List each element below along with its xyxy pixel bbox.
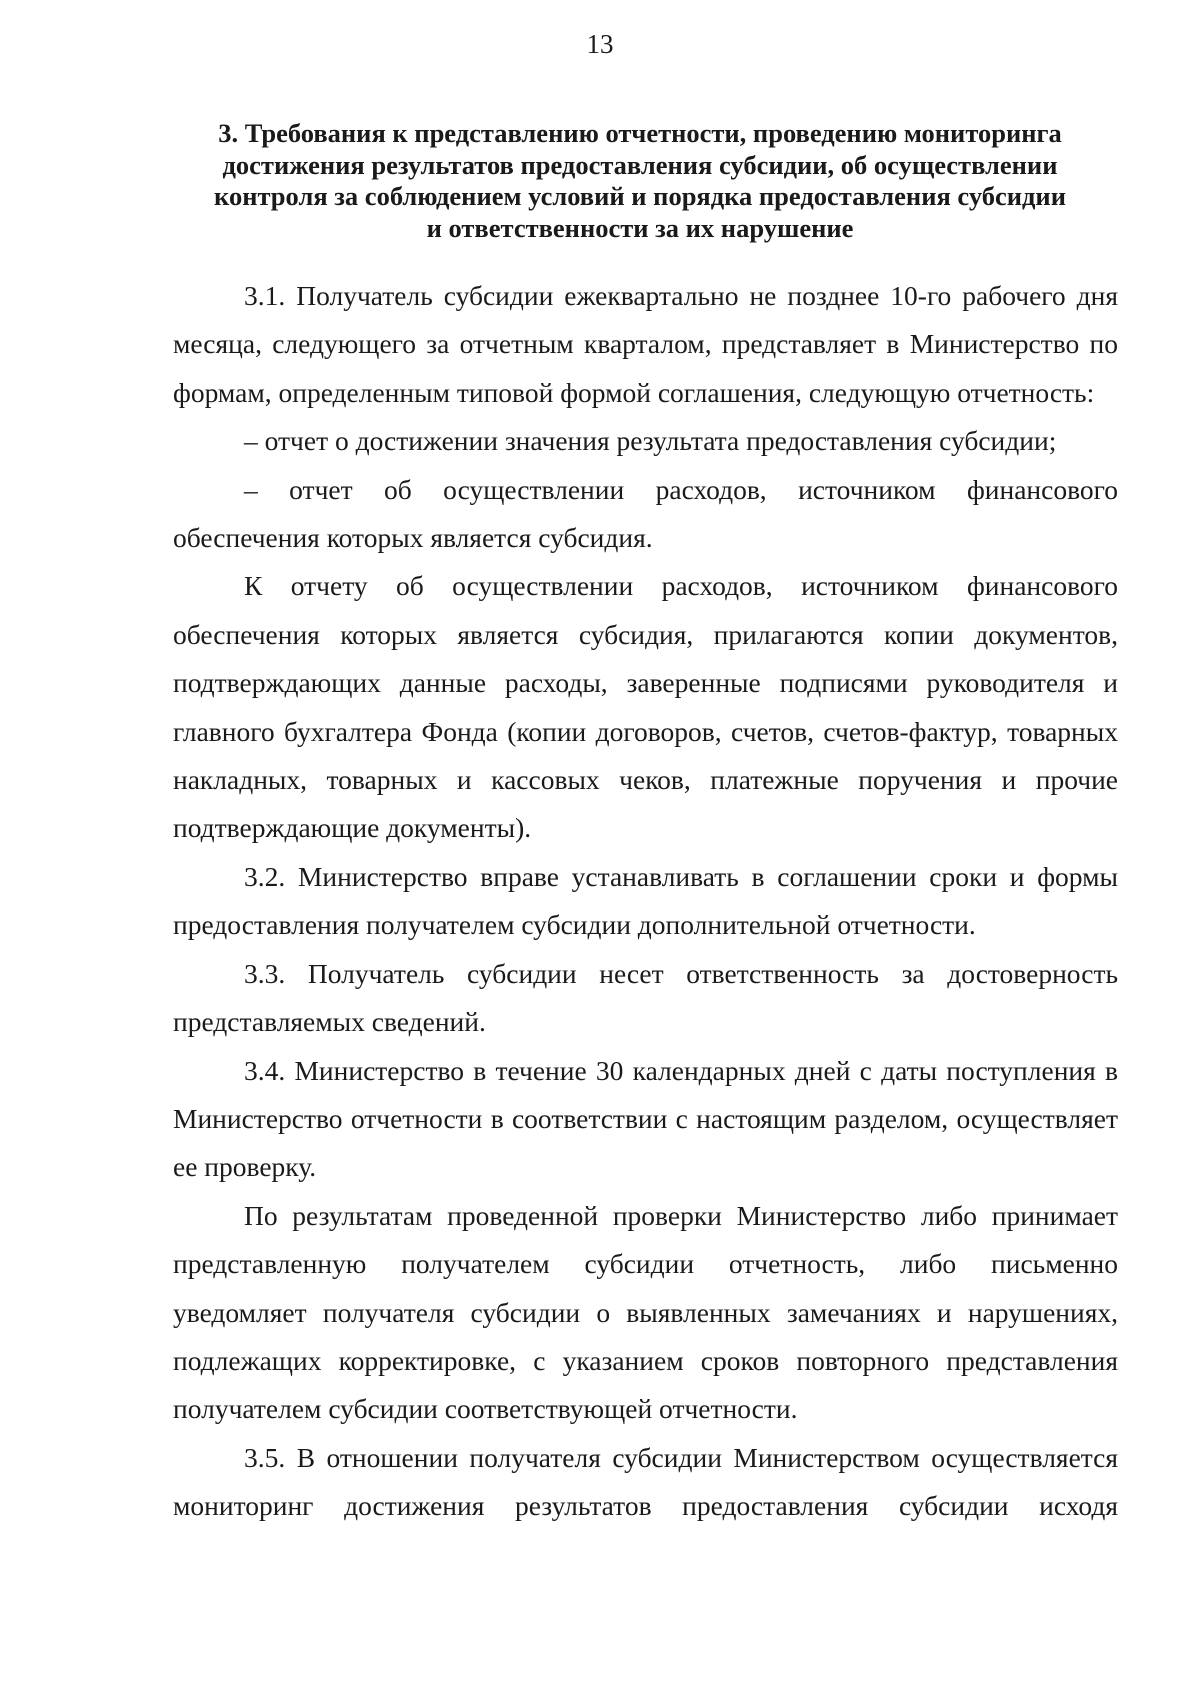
- section-heading-line: контроля за соблюдением условий и порядка предоставления субсидии: [214, 181, 1066, 211]
- section-heading-line: достижения результатов предоставления субсидии, об осуществлении: [222, 149, 1058, 180]
- paragraph-attachments: К отчету об осуществлении расходов, источником финансового обеспечения которых является субсидия, прилагаются копии документов, подтверждающих данные расходы, заверенные подписями руководителя и главного бухгалтера Фонда (копии договоров, счетов, счетов-фактур, товарных накладных, товарных и кассовых чеков, платежные поручения и прочие подтверждающие документы).: [173, 570, 1118, 844]
- paragraph-review-results: По результатам проведенной проверки Министерство либо принимает представленную получателем субсидии отчетность, либо письменно уведомляет получателя субсидии о выявленных замечаниях и нарушениях, подлежащих корректировке, с указанием сроков повторного представления получателем субсидии соответствующей отчетности.: [173, 1199, 1118, 1425]
- document-body: [173, 272, 1118, 1531]
- paragraph-3-1: 3.1. Получатель субсидии ежеквартально не позднее 10-го рабочего дня месяца, следующего за отчетным кварталом, представляет в Министерство по формам, определенным типовой формой соглашения, следующую отчетность:: [173, 280, 1118, 408]
- paragraph-3-3: 3.3. Получатель субсидии несет ответственность за достоверность представляемых сведений.: [173, 957, 1118, 1038]
- paragraph-3-5: 3.5. В отношении получателя субсидии Министерством осуществляется мониторинг достижения результатов предоставления субсидии исходя: [173, 1441, 1118, 1522]
- paragraph-3-4: 3.4. Министерство в течение 30 календарных дней с даты поступления в Министерство отчетности в соответствии с настоящим разделом, осуществляет ее проверку.: [173, 1054, 1118, 1183]
- section-heading-line: 3. Требования к представлению отчетности, проведению мониторинга: [218, 118, 1062, 148]
- list-item-report-result: – отчет о достижении значения результата предоставления субсидии;: [244, 425, 1057, 457]
- section-heading: [160, 118, 1120, 244]
- paragraph-3-2: 3.2. Министерство вправе устанавливать в соглашении сроки и формы предоставления получателем субсидии дополнительной отчетности.: [173, 860, 1118, 941]
- page-number: 13: [586, 29, 614, 59]
- list-item-report-expenses: – отчет об осуществлении расходов, источником финансового обеспечения которых является субсидия.: [173, 473, 1118, 554]
- section-heading-line: и ответственности за их нарушение: [426, 212, 854, 243]
